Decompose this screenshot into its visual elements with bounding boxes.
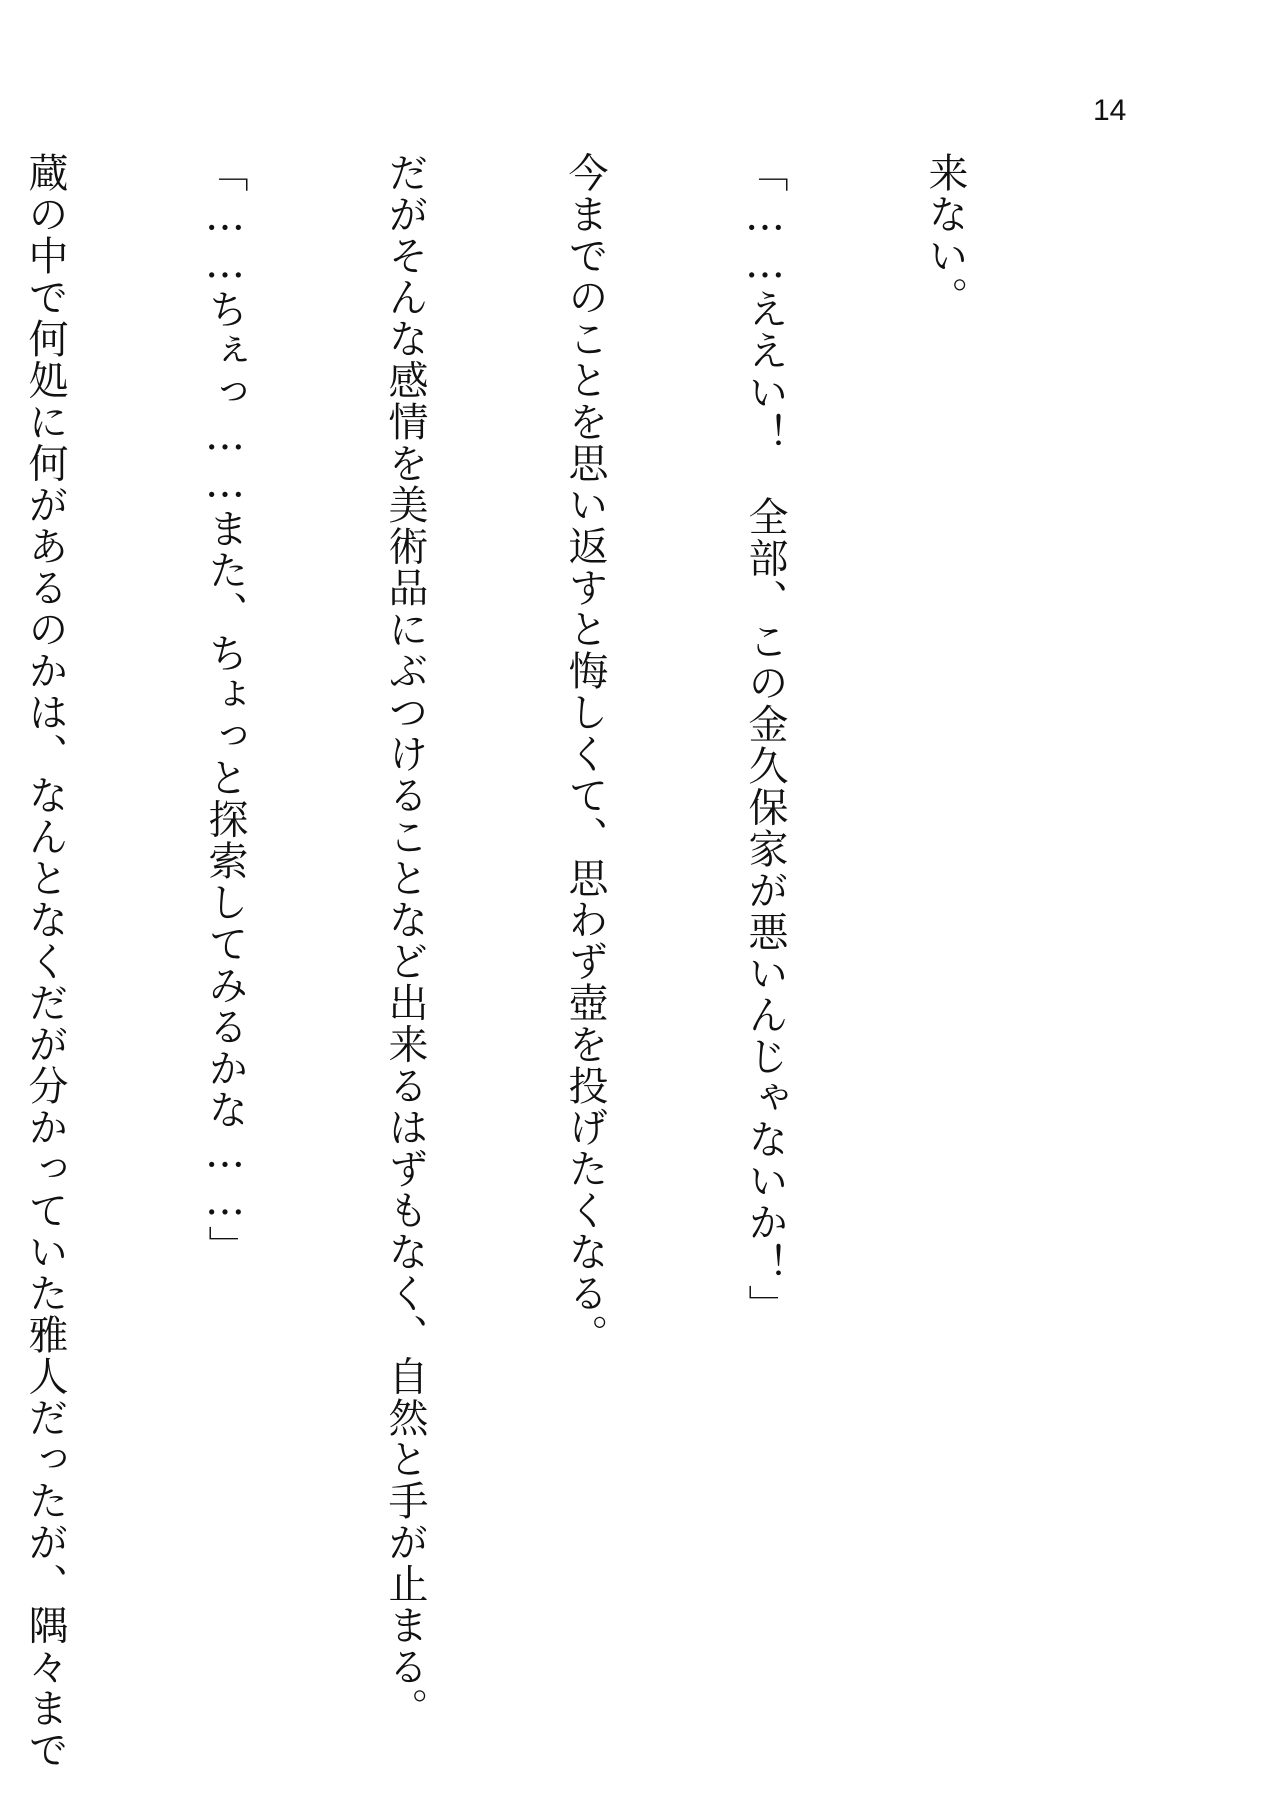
body-text bbox=[0, 152, 1095, 1771]
text-line: 「……ええい！ 全部、この金久保家が悪いんじゃないか！」 bbox=[742, 152, 788, 1326]
page-number: 14 bbox=[1093, 94, 1127, 127]
text-line: 蔵の中で何処に何があるのかは、なんとなくだが分かっていた雅人だったが、隅々まで bbox=[22, 152, 68, 1771]
text-line: 来ない。 bbox=[922, 152, 968, 318]
text-line: だがそんな感情を美術品にぶつけることなど出来るはずもなく、自然と手が止まる。 bbox=[382, 152, 428, 1729]
text-line: 「……ちぇっ……また、ちょっと探索してみるかな……」 bbox=[202, 152, 248, 1267]
text-line: 今までのことを思い返すと悔しくて、思わず壺を投げたくなる。 bbox=[562, 152, 608, 1356]
